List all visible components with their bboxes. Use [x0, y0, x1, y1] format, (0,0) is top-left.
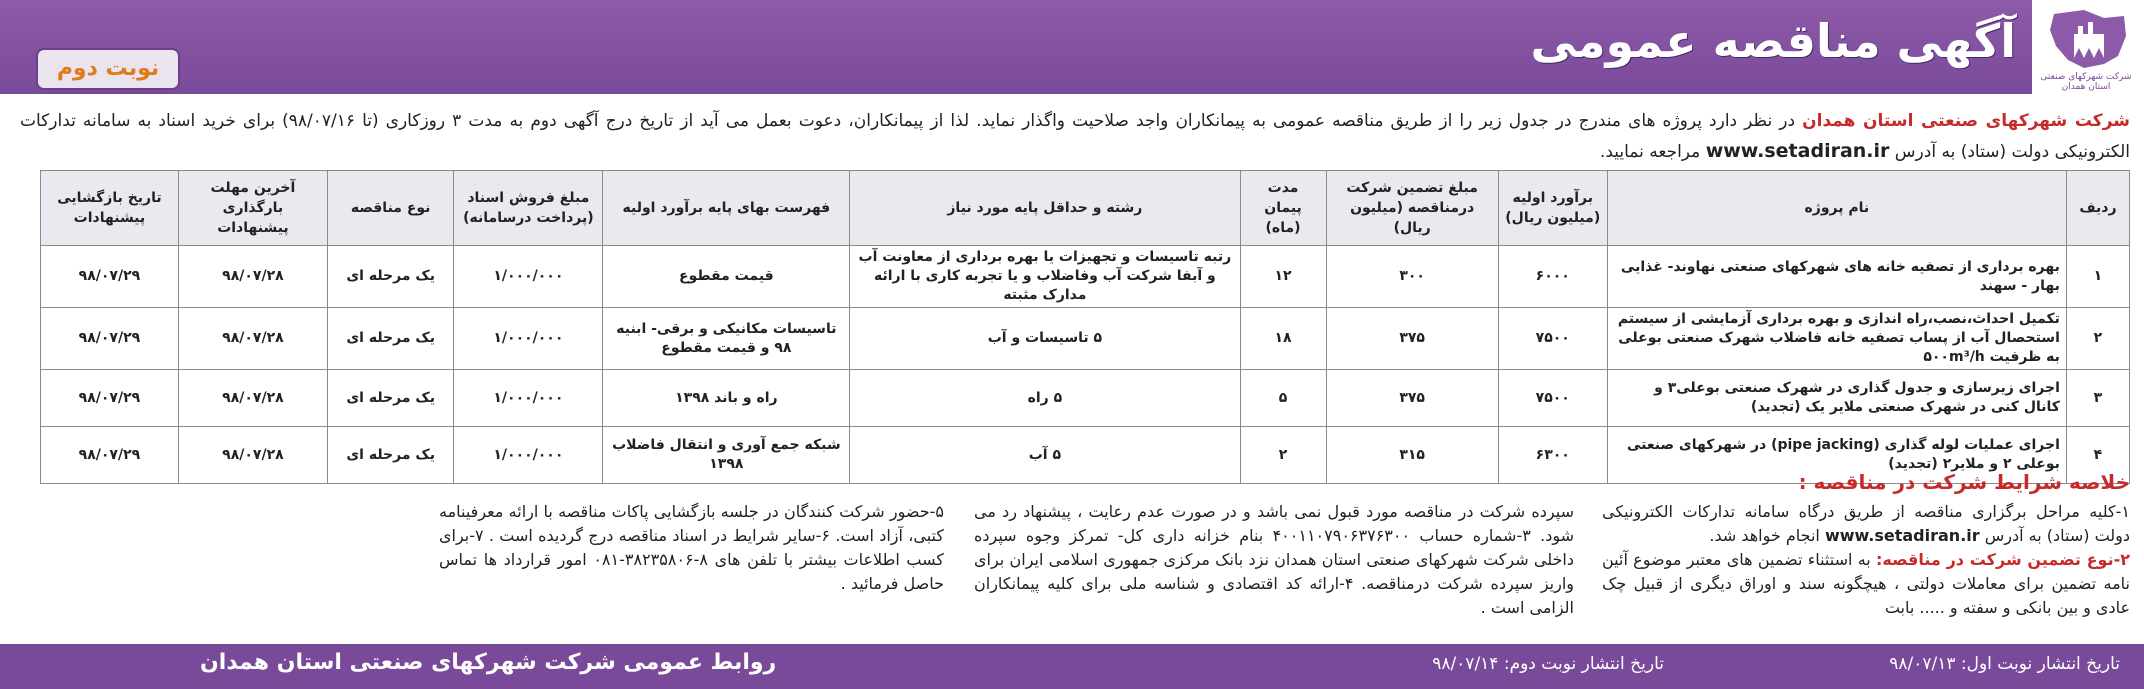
cell-deadline: ۹۸/۰۷/۲۸ [178, 427, 327, 484]
page-title: آگهی مناقصه عمومی [1530, 14, 2016, 68]
col-header-guarantee: مبلغ تضمین شرکت درمناقصه (میلیون ریال) [1326, 171, 1498, 246]
intro-site-link[interactable]: www.setadiran.ir [1705, 140, 1890, 162]
header-band [0, 0, 2144, 94]
cell-tender-type: یک مرحله ای [328, 427, 454, 484]
footer-org: روابط عمومی شرکت شهرکهای صنعتی استان همدان [200, 650, 777, 675]
cell-price-list: شبکه جمع آوری و انتقال فاضلاب ۱۳۹۸ [603, 427, 850, 484]
condition-1-site-link[interactable]: www.setadiran.ir [1824, 526, 1980, 545]
company-logo [2032, 0, 2144, 94]
condition-1-end: انجام خواهد شد. [1709, 526, 1825, 545]
projects-table [40, 170, 2130, 484]
cell-row-no: ۴ [2066, 427, 2129, 484]
cell-row-no: ۳ [2066, 370, 2129, 427]
condition-1: ۱-کلیه مراحل برگزاری مناقصه از طریق درگاه سامانه تدارکات الکترونیکی دولت (ستاد) به آدرس [1602, 502, 2130, 545]
conditions-column-3 [439, 500, 944, 596]
cell-duration: ۲ [1240, 427, 1326, 484]
cell-guarantee: ۳۱۵ [1326, 427, 1498, 484]
intro-paragraph [20, 106, 2130, 167]
cell-field: ۵ تاسیسات و آب [850, 308, 1240, 370]
cell-duration: ۱۲ [1240, 246, 1326, 308]
table-row [41, 308, 2130, 370]
col-header-doc-price: مبلغ فروش اسناد (پرداخت درسامانه) [454, 171, 603, 246]
cell-project: اجرای عملیات لوله گذاری (pipe jacking) در شهرکهای صنعتی بوعلی ۲ و ملایر۲ (تجدید) [1607, 427, 2066, 484]
conditions-column-2 [974, 500, 1574, 620]
col-header-row-no: ردیف [2066, 171, 2129, 246]
cell-deadline: ۹۸/۰۷/۲۸ [178, 246, 327, 308]
col-header-estimate: برآورد اولیه (میلیون ریال) [1498, 171, 1607, 246]
col-header-deadline: آخرین مهلت بارگذاری پیشنهادات [178, 171, 327, 246]
cell-estimate: ۷۵۰۰ [1498, 370, 1607, 427]
condition-2-text: به استثناء تضمین های معتبر موضوع آئین نامه تضمین برای معاملات دولتی ، هیچگونه سند و اوراق دیگری از قبیل چک عادی و بین بانکی و سفته و ..... بابت [1602, 550, 2130, 617]
cell-opening: ۹۸/۰۷/۲۹ [41, 370, 179, 427]
cell-estimate: ۷۵۰۰ [1498, 308, 1607, 370]
col-header-duration: مدت پیمان (ماه) [1240, 171, 1326, 246]
col-header-price-list: فهرست بهای پایه برآورد اولیه [603, 171, 850, 246]
cell-tender-type: یک مرحله ای [328, 246, 454, 308]
cell-duration: ۵ [1240, 370, 1326, 427]
second-publish-date: تاریخ انتشار نوبت دوم: ۹۸/۰۷/۱۴ [1432, 654, 1664, 674]
cell-estimate: ۶۰۰۰ [1498, 246, 1607, 308]
table-header-row [41, 171, 2130, 246]
iran-map-logo-icon [2044, 6, 2130, 72]
cell-opening: ۹۸/۰۷/۲۹ [41, 308, 179, 370]
cell-opening: ۹۸/۰۷/۲۹ [41, 427, 179, 484]
cell-field: ۵ آب [850, 427, 1240, 484]
intro-text-2: مراجعه نمایید. [1599, 142, 1706, 162]
intro-org: شرکت شهرکهای صنعتی استان همدان [1802, 111, 2130, 131]
col-header-project: نام پروژه [1607, 171, 2066, 246]
cell-project: بهره برداری از تصفیه خانه های شهرکهای صنعتی نهاوند- غذایی بهار - سهند [1607, 246, 2066, 308]
cell-opening: ۹۸/۰۷/۲۹ [41, 246, 179, 308]
cell-project: تکمیل احداث،نصب،راه اندازی و بهره برداری آزمایشی از سیستم استحصال آب از پساب تصفیه خانه فاضلاب شهرک صنعتی بوعلی به ظرفیت ۵۰۰m³/h [1607, 308, 2066, 370]
first-publish-date: تاریخ انتشار نوبت اول: ۹۸/۰۷/۱۳ [1889, 654, 2120, 674]
conditions-title: خلاصه شرایط شرکت در مناقصه : [1798, 470, 2130, 494]
table-row [41, 370, 2130, 427]
conditions-col3-text: ۵-حضور شرکت کنندگان در جلسه بازگشایی پاکات مناقصه با ارائه معرفینامه کتبی، آزاد است. ۶-سایر شرایط در اسناد مناقصه درج گردیده است . ۷-برای کسب اطلاعات بیشتر با تلفن های ۸-۳۸۲۳۵۸۰۶-۰۸۱ امور قرارداد ها تماس حاصل فرمائید . [439, 502, 945, 593]
cell-price-list: قیمت مقطوع [603, 246, 850, 308]
round-badge-label: نوبت دوم [56, 56, 160, 81]
conditions-column-1 [1602, 500, 2130, 620]
cell-doc-price: ۱/۰۰۰/۰۰۰ [454, 246, 603, 308]
table-row [41, 246, 2130, 308]
footer-band [0, 644, 2144, 689]
cell-doc-price: ۱/۰۰۰/۰۰۰ [454, 308, 603, 370]
cell-guarantee: ۳۰۰ [1326, 246, 1498, 308]
col-header-opening: تاریخ بازگشایی پیشنهادات [41, 171, 179, 246]
round-badge [36, 48, 180, 90]
conditions-col2-text: سپرده شرکت در مناقصه مورد قبول نمی باشد و در صورت عدم رعایت ، پیشنهاد رد می شود. ۳-شماره حساب ۴۰۰۱۱۰۷۹۰۶۳۷۶۳۰۰ بنام خزانه داری کل- تمرکز وجوه سپرده داخلی شرکت شهرکهای صنعتی استان همدان نزد بانک مرکزی جمهوری اسلامی ایران برای واریز سپرده شرکت درمناقصه. ۴-ارائه کد اقتصادی و شناسه ملی برای کلیه پیمانکاران الزامی است . [974, 502, 1575, 617]
cell-row-no: ۲ [2066, 308, 2129, 370]
cell-doc-price: ۱/۰۰۰/۰۰۰ [454, 370, 603, 427]
cell-duration: ۱۸ [1240, 308, 1326, 370]
condition-2-label: ۲-نوع تضمین شرکت در مناقصه: [1876, 550, 2130, 569]
cell-guarantee: ۳۷۵ [1326, 370, 1498, 427]
col-header-field: رشته و حداقل پایه مورد نیاز [850, 171, 1240, 246]
col-header-tender-type: نوع مناقصه [328, 171, 454, 246]
cell-guarantee: ۳۷۵ [1326, 308, 1498, 370]
cell-field: رتبه تاسیسات و تجهیزات یا بهره برداری از معاونت آب و آبفا شرکت آب وفاضلاب و یا تجربه کاری با ارائه مدارک مثبته [850, 246, 1240, 308]
cell-tender-type: یک مرحله ای [328, 308, 454, 370]
cell-price-list: راه و باند ۱۳۹۸ [603, 370, 850, 427]
cell-tender-type: یک مرحله ای [328, 370, 454, 427]
cell-field: ۵ راه [850, 370, 1240, 427]
cell-doc-price: ۱/۰۰۰/۰۰۰ [454, 427, 603, 484]
cell-price-list: تاسیسات مکانیکی و برقی- ابنیه ۹۸ و قیمت مقطوع [603, 308, 850, 370]
intro-text-1: در نظر دارد پروژه های مندرج در جدول زیر را از طریق مناقصه عمومی به پیمانکاران واجد صلاحیت واگذار نماید. لذا از پیمانکاران، دعوت بعمل می آید از تاریخ درج آگهی دوم به مدت ۳ روزکاری (تا ۹۸/۰۷/۱۶) برای خرید اسناد به سامانه تدارکات الکترونیکی دولت (ستاد) به آدرس [20, 111, 2130, 162]
cell-deadline: ۹۸/۰۷/۲۸ [178, 370, 327, 427]
cell-deadline: ۹۸/۰۷/۲۸ [178, 308, 327, 370]
cell-row-no: ۱ [2066, 246, 2129, 308]
logo-caption: شرکت شهرکهای صنعتی استان همدان [2040, 72, 2132, 92]
cell-project: اجرای زیرسازی و جدول گذاری در شهرک صنعتی بوعلی۳ و کانال کنی در شهرک صنعتی ملایر یک (تجدید) [1607, 370, 2066, 427]
cell-estimate: ۶۳۰۰ [1498, 427, 1607, 484]
